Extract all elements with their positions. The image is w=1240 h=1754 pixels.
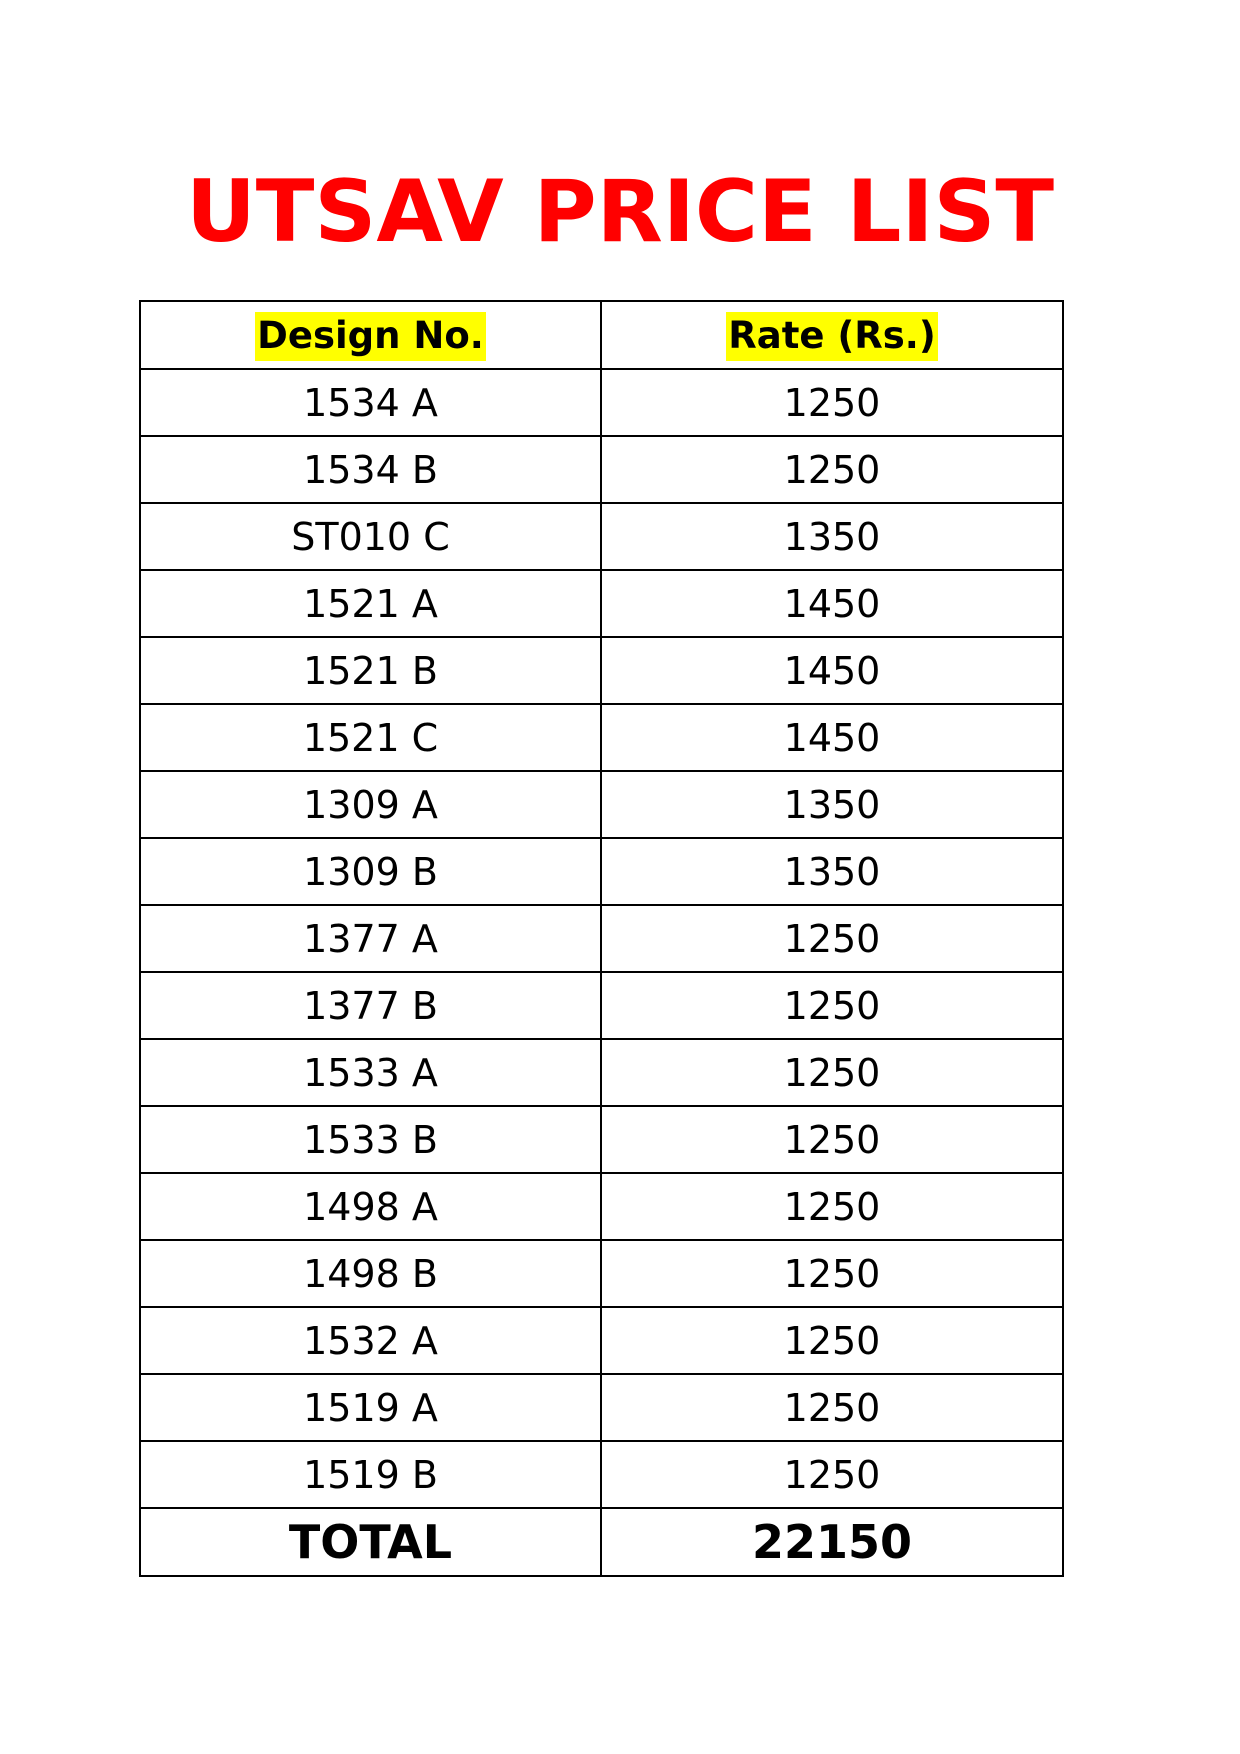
header-rate-label: Rate (Rs.) [726, 312, 938, 361]
total-value: 22150 [601, 1508, 1063, 1576]
rate-cell: 1350 [601, 503, 1063, 570]
rate-cell: 1250 [601, 972, 1063, 1039]
table-row [140, 369, 1063, 436]
design-no-cell: 1521 C [140, 704, 601, 771]
design-no-cell: 1534 A [140, 369, 601, 436]
design-no-cell: 1521 A [140, 570, 601, 637]
design-no-cell: 1377 A [140, 905, 601, 972]
rate-cell: 1250 [601, 1173, 1063, 1240]
rate-cell: 1350 [601, 838, 1063, 905]
design-no-cell: 1534 B [140, 436, 601, 503]
header-design-no-label: Design No. [255, 312, 486, 361]
design-no-cell: ST010 C [140, 503, 601, 570]
rate-cell: 1250 [601, 1106, 1063, 1173]
rate-cell: 1250 [601, 1374, 1063, 1441]
table-row [140, 436, 1063, 503]
design-no-cell: 1533 A [140, 1039, 601, 1106]
rate-cell: 1250 [601, 369, 1063, 436]
table-row [140, 570, 1063, 637]
table-row [140, 838, 1063, 905]
table-row [140, 1240, 1063, 1307]
page-title: UTSAV PRICE LIST [185, 162, 1055, 262]
rate-cell: 1250 [601, 436, 1063, 503]
rate-cell: 1350 [601, 771, 1063, 838]
table-row [140, 1441, 1063, 1508]
total-row [140, 1508, 1063, 1576]
design-no-cell: 1309 B [140, 838, 601, 905]
rate-cell: 1250 [601, 1441, 1063, 1508]
design-no-cell: 1519 A [140, 1374, 601, 1441]
table-header-row [140, 301, 1063, 369]
table-row [140, 972, 1063, 1039]
header-design-no [140, 301, 601, 369]
price-table [139, 300, 1064, 1577]
design-no-cell: 1309 A [140, 771, 601, 838]
table-row [140, 1106, 1063, 1173]
table-row [140, 704, 1063, 771]
table-row [140, 1307, 1063, 1374]
table-row [140, 1173, 1063, 1240]
table-row [140, 905, 1063, 972]
header-rate [601, 301, 1063, 369]
design-no-cell: 1498 A [140, 1173, 601, 1240]
table-row [140, 503, 1063, 570]
design-no-cell: 1532 A [140, 1307, 601, 1374]
design-no-cell: 1498 B [140, 1240, 601, 1307]
table-row [140, 771, 1063, 838]
rate-cell: 1450 [601, 637, 1063, 704]
rate-cell: 1250 [601, 905, 1063, 972]
design-no-cell: 1377 B [140, 972, 601, 1039]
design-no-cell: 1519 B [140, 1441, 601, 1508]
rate-cell: 1250 [601, 1240, 1063, 1307]
table-row [140, 1374, 1063, 1441]
table-row [140, 1039, 1063, 1106]
rate-cell: 1450 [601, 570, 1063, 637]
rate-cell: 1250 [601, 1307, 1063, 1374]
rate-cell: 1250 [601, 1039, 1063, 1106]
design-no-cell: 1521 B [140, 637, 601, 704]
design-no-cell: 1533 B [140, 1106, 601, 1173]
table-row [140, 637, 1063, 704]
total-label: TOTAL [140, 1508, 601, 1576]
rate-cell: 1450 [601, 704, 1063, 771]
